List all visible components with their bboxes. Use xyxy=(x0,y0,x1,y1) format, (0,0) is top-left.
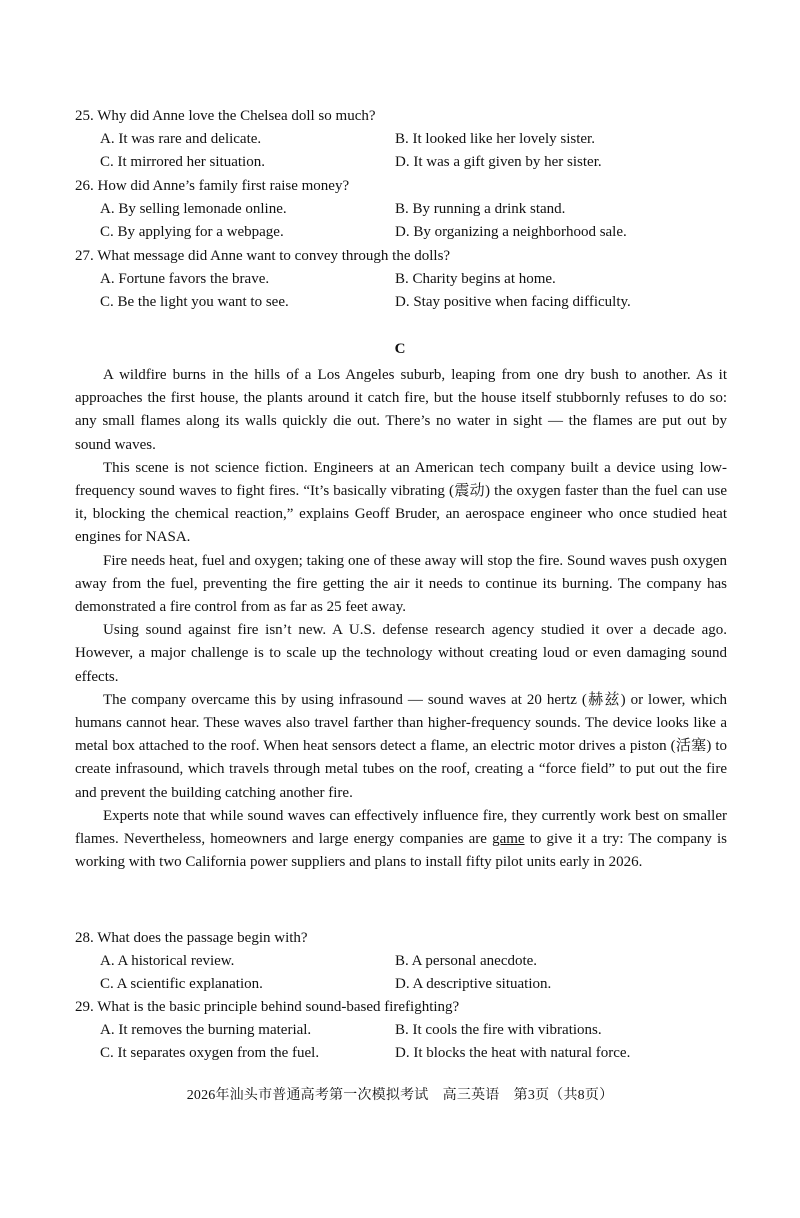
passage-paragraph-4: Using sound against fire isn’t new. A U.S. defense research agency studied it over a decade ago. However, a major challenge is to scale up the technology without creating loud or even damaging sound effects. xyxy=(75,622,727,685)
question-27-option-d: D. Stay positive when facing difficulty. xyxy=(395,294,631,310)
reading-passage xyxy=(75,364,727,874)
passage-paragraph-5: The company overcame this by using infrasound — sound waves at 20 hertz (赫兹) or lower, which humans cannot hear. These waves also travel farther than higher-frequency sounds. The device looks like a metal box attached to the roof. When heat sensors detect a flame, an electric motor drives a piston (活塞) to create infrasound, which travels through metal tubes on the roof, creating a “force field” to put out the fire and prevent the building catching another fire. xyxy=(75,691,727,801)
question-27-option-b: B. Charity begins at home. xyxy=(395,271,556,287)
paragraph-6-text-after: to give it a try: The company is working with two California power suppliers and plans to install fifty pilot units early in 2026. xyxy=(75,831,727,871)
passage-paragraph-2: This scene is not science fiction. Engineers at an American tech company built a device using low-frequency sound waves to fight fires. “It’s basically vibrating (震动) the oxygen faster than the fuel can use it, blocking the chemical reaction,” explains Geoff Bruder, an aerospace engineer who once studied heat engines for NASA. xyxy=(75,459,727,546)
question-29-option-a: A. It removes the burning material. xyxy=(100,1022,312,1038)
question-27-option-c: C. Be the light you want to see. xyxy=(100,294,289,310)
question-25-option-c: C. It mirrored her situation. xyxy=(100,154,265,170)
question-29-option-c: C. It separates oxygen from the fuel. xyxy=(100,1045,320,1061)
question-29-stem: 29. What is the basic principle behind sound-based firefighting? xyxy=(75,999,460,1015)
section-title: C xyxy=(394,341,406,357)
underlined-word: game xyxy=(492,831,525,848)
question-26-option-b: B. By running a drink stand. xyxy=(395,201,566,217)
question-29-option-d: D. It blocks the heat with natural force. xyxy=(395,1045,631,1061)
question-25-option-a: A. It was rare and delicate. xyxy=(100,131,262,147)
question-26-option-a: A. By selling lemonade online. xyxy=(100,201,287,217)
passage-paragraph-1: A wildfire burns in the hills of a Los Angeles suburb, leaping from one dry bush to another. As it approaches the first house, the plants around it catch fire, but the house itself stubbornly refuses to do so: any small flames along its walls quickly die out. There’s no water in sight — the flames are put out by sound waves. xyxy=(75,367,727,453)
question-26-option-d: D. By organizing a neighborhood sale. xyxy=(395,224,627,240)
question-29-option-b: B. It cools the fire with vibrations. xyxy=(395,1022,602,1038)
question-25-option-b: B. It looked like her lovely sister. xyxy=(395,131,595,147)
question-28-stem: 28. What does the passage begin with? xyxy=(75,930,308,946)
paragraph-6-text-before: Experts note that while sound waves can effectively influence fire, they currently work best on smaller flames. Nevertheless, homeowners and large energy companies are xyxy=(75,807,727,848)
question-26-stem: 26. How did Anne’s family first raise money? xyxy=(75,178,350,194)
question-27-stem: 27. What message did Anne want to convey through the dolls? xyxy=(75,248,451,264)
page-footer: 2026年汕头市普通高考第一次模拟考试 高三英语 第3页（共8页） xyxy=(186,1088,614,1103)
passage-paragraph-6 xyxy=(75,805,727,875)
question-28-option-d: D. A descriptive situation. xyxy=(395,976,552,992)
question-25-option-d: D. It was a gift given by her sister. xyxy=(395,154,602,170)
question-26-option-c: C. By applying for a webpage. xyxy=(100,224,284,240)
question-27-option-a: A. Fortune favors the brave. xyxy=(100,271,270,287)
question-28-option-b: B. A personal anecdote. xyxy=(395,953,538,969)
question-28-option-c: C. A scientific explanation. xyxy=(100,976,263,992)
passage-paragraph-3: Fire needs heat, fuel and oxygen; taking one of these away will stop the fire. Sound waves push oxygen away from the fuel, preventing the fire getting the air it needs to continue its burning. The company has demonstrated a fire control from as far as 25 feet away. xyxy=(75,552,727,616)
question-25-stem: 25. Why did Anne love the Chelsea doll so much? xyxy=(75,108,376,124)
question-28-option-a: A. A historical review. xyxy=(100,953,235,969)
